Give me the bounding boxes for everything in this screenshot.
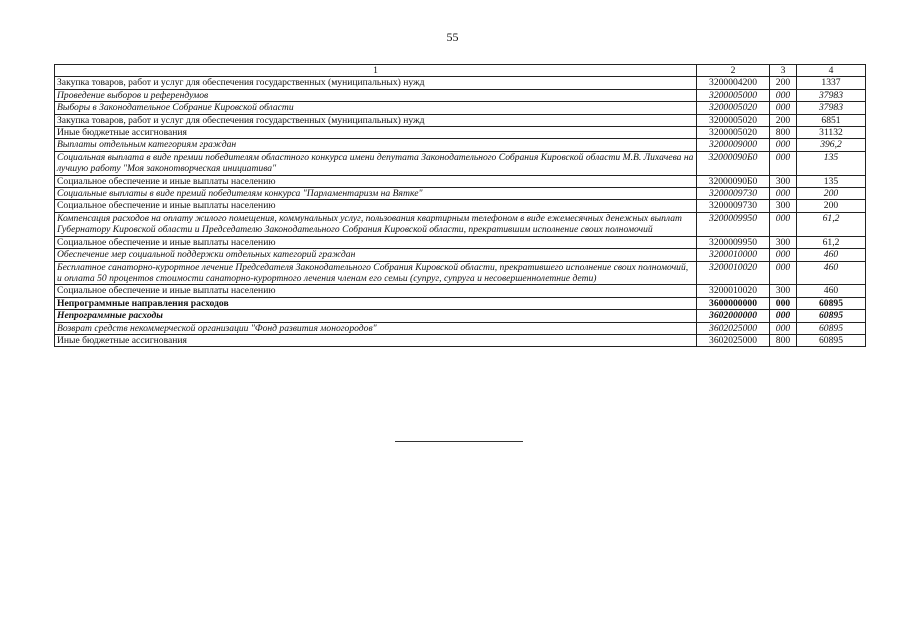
row-sum: 60895 (797, 322, 866, 334)
table-row (55, 188, 866, 200)
page-number: 55 (446, 30, 459, 44)
row-code: 3200005020 (697, 102, 770, 114)
row-code: 3200009950 (697, 212, 770, 236)
table-row (55, 114, 866, 126)
row-sum: 135 (797, 151, 866, 175)
row-type: 000 (770, 89, 797, 101)
row-name: Проведение выборов и референдумов (55, 89, 697, 101)
row-type: 000 (770, 322, 797, 334)
row-code: 32000090Б0 (697, 151, 770, 175)
row-sum: 37983 (797, 89, 866, 101)
row-name: Социальная выплата в виде премии победителям областного конкурса имени депутата Законодательного Собрания Кировской области М.В. Лихачева на лучшую работу "Моя законотворческая инициатива" (55, 151, 697, 175)
row-code: 3200009730 (697, 200, 770, 212)
table-row (55, 249, 866, 261)
row-code: 3600000000 (697, 297, 770, 309)
row-type: 800 (770, 127, 797, 139)
row-type: 200 (770, 77, 797, 89)
table-row (55, 139, 866, 151)
table-row (55, 127, 866, 139)
table-row (55, 261, 866, 285)
row-name: Бесплатное санаторно-курортное лечение Председателя Законодательного Собрания Кировской области, прекратившего исполнение своих полномочий, и оплата 50 процентов стоимости санаторно-курортного лечения членам его семьи (супруг, супруга и несовершеннолетние дети) (55, 261, 697, 285)
table-row (55, 151, 866, 175)
row-code: 3200005000 (697, 89, 770, 101)
row-type: 300 (770, 175, 797, 187)
row-type: 200 (770, 114, 797, 126)
row-name: Непрограммные направления расходов (55, 297, 697, 309)
table-row (55, 236, 866, 248)
row-sum: 460 (797, 261, 866, 285)
row-code: 3200009000 (697, 139, 770, 151)
row-type: 300 (770, 285, 797, 297)
row-name: Социальное обеспечение и иные выплаты населению (55, 175, 697, 187)
row-sum: 61,2 (797, 212, 866, 236)
table-row (55, 175, 866, 187)
row-type: 000 (770, 188, 797, 200)
row-sum: 460 (797, 249, 866, 261)
row-code: 3200004200 (697, 77, 770, 89)
row-sum: 61,2 (797, 236, 866, 248)
row-type: 000 (770, 249, 797, 261)
row-type: 000 (770, 139, 797, 151)
row-sum: 60895 (797, 334, 866, 346)
row-name: Социальные выплаты в виде премий победителям конкурса "Парламентаризм на Вятке" (55, 188, 697, 200)
row-sum: 200 (797, 200, 866, 212)
row-code: 32000090Б0 (697, 175, 770, 187)
row-sum: 460 (797, 285, 866, 297)
row-name: Обеспечение мер социальной поддержки отдельных категорий граждан (55, 249, 697, 261)
row-sum: 37983 (797, 102, 866, 114)
row-name: Непрограммные расходы (55, 310, 697, 322)
row-name: Иные бюджетные ассигнования (55, 334, 697, 346)
row-type: 000 (770, 297, 797, 309)
table-row (55, 102, 866, 114)
budget-table (54, 64, 866, 347)
row-type: 300 (770, 200, 797, 212)
row-name: Компенсация расходов на оплату жилого помещения, коммунальных услуг, пользования квартирным телефоном в виде ежемесячных денежных выплат Губернатору Кировской области и Председателю Законодательного Собрания Кировской области, прекратившим исполнение своих полномочий (55, 212, 697, 236)
row-sum: 1337 (797, 77, 866, 89)
table-header-row (55, 65, 866, 77)
row-type: 000 (770, 212, 797, 236)
row-code: 3602000000 (697, 310, 770, 322)
row-sum: 60895 (797, 310, 866, 322)
row-code: 3200009950 (697, 236, 770, 248)
row-name: Закупка товаров, работ и услуг для обеспечения государственных (муниципальных) нужд (55, 114, 697, 126)
row-type: 000 (770, 261, 797, 285)
table-row (55, 212, 866, 236)
column-header-type: 3 (770, 65, 797, 77)
row-type: 000 (770, 151, 797, 175)
row-name: Возврат средств некоммерческой организации "Фонд развития моногородов" (55, 322, 697, 334)
table-row (55, 297, 866, 309)
row-name: Социальное обеспечение и иные выплаты населению (55, 200, 697, 212)
table-row (55, 310, 866, 322)
row-code: 3200010020 (697, 261, 770, 285)
row-name: Закупка товаров, работ и услуг для обеспечения государственных (муниципальных) нужд (55, 77, 697, 89)
row-type: 000 (770, 102, 797, 114)
table-row (55, 200, 866, 212)
row-type: 300 (770, 236, 797, 248)
row-code: 3200009730 (697, 188, 770, 200)
column-header-sum: 4 (797, 65, 866, 77)
table-row (55, 322, 866, 334)
row-type: 800 (770, 334, 797, 346)
end-divider (395, 441, 523, 442)
table-row (55, 285, 866, 297)
row-code: 3602025000 (697, 322, 770, 334)
row-name: Иные бюджетные ассигнования (55, 127, 697, 139)
row-code: 3200005020 (697, 127, 770, 139)
row-sum: 135 (797, 175, 866, 187)
column-header-code: 2 (697, 65, 770, 77)
column-header-name: 1 (55, 65, 697, 77)
table-row (55, 77, 866, 89)
row-type: 000 (770, 310, 797, 322)
row-name: Социальное обеспечение и иные выплаты населению (55, 236, 697, 248)
row-code: 3602025000 (697, 334, 770, 346)
row-code: 3200010000 (697, 249, 770, 261)
row-sum: 396,2 (797, 139, 866, 151)
row-sum: 6851 (797, 114, 866, 126)
row-code: 3200005020 (697, 114, 770, 126)
table-row (55, 334, 866, 346)
row-name: Выборы в Законодательное Собрание Кировской области (55, 102, 697, 114)
row-name: Социальное обеспечение и иные выплаты населению (55, 285, 697, 297)
row-name: Выплаты отдельным категориям граждан (55, 139, 697, 151)
row-sum: 31132 (797, 127, 866, 139)
row-sum: 200 (797, 188, 866, 200)
table-row (55, 89, 866, 101)
row-code: 3200010020 (697, 285, 770, 297)
row-sum: 60895 (797, 297, 866, 309)
